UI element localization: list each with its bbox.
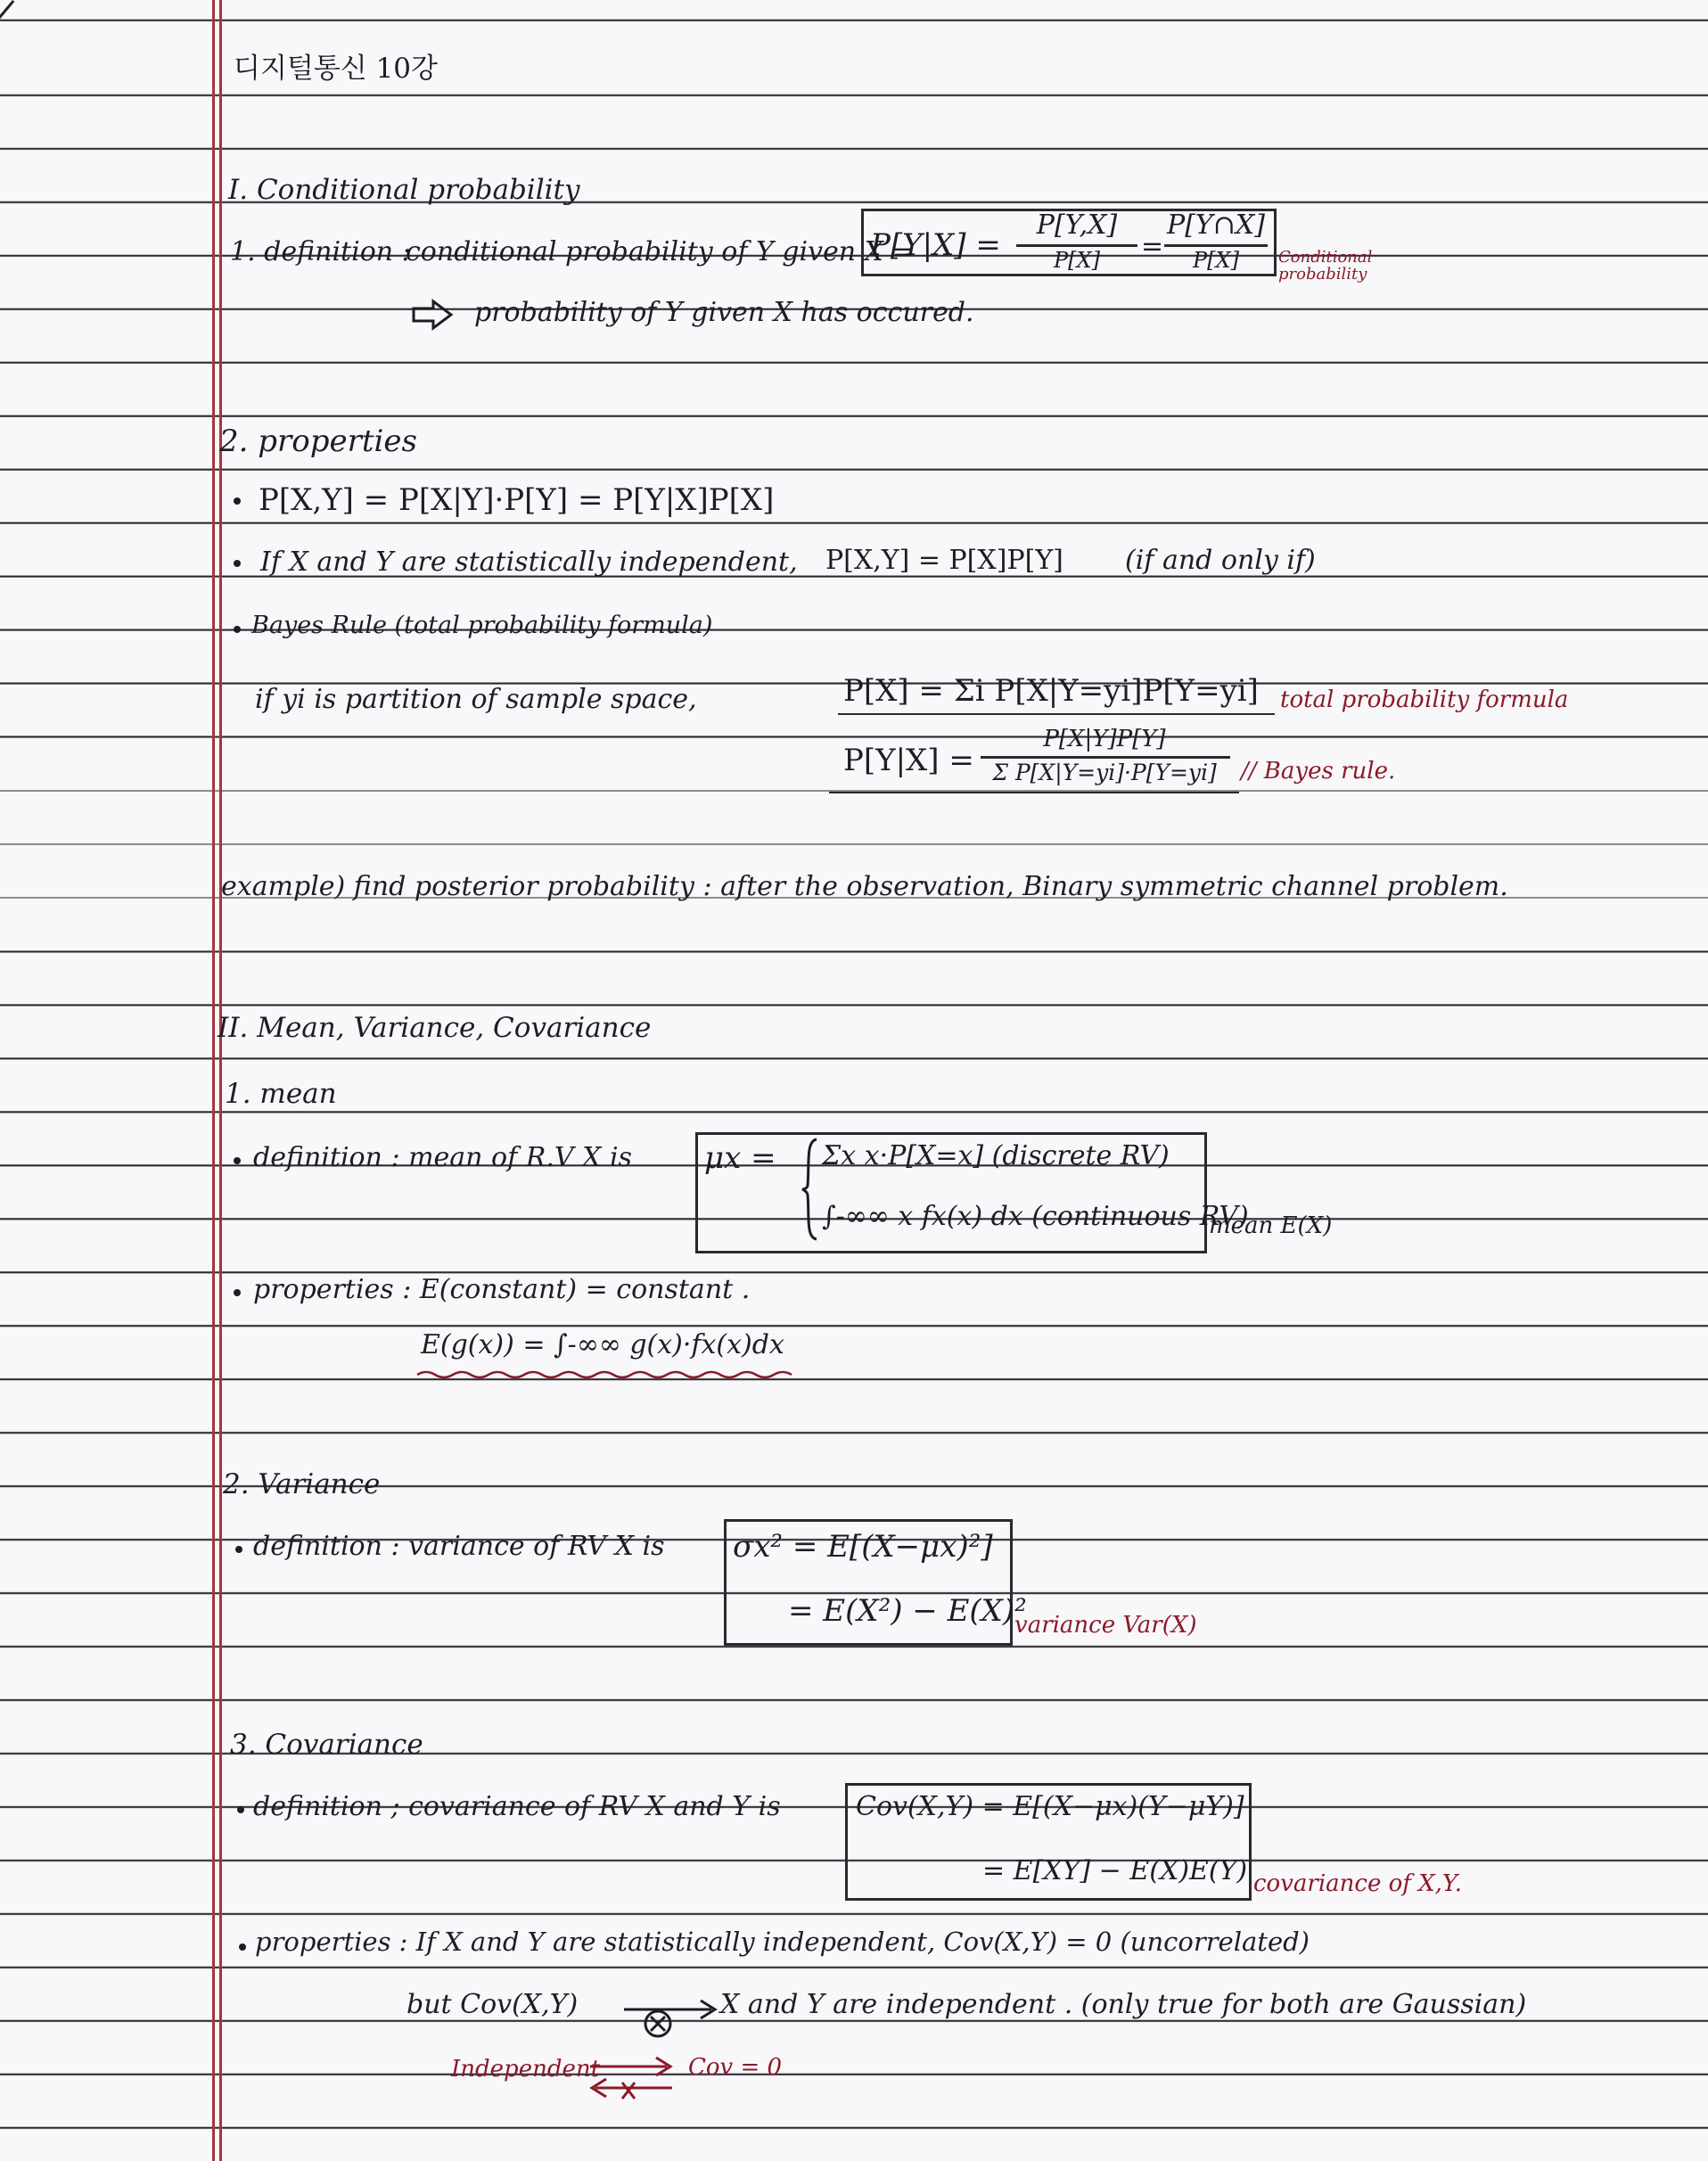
mean-label: 1. mean <box>225 1078 337 1110</box>
variance-note: variance Var(X) <box>1014 1612 1197 1639</box>
brace-icon <box>801 1138 818 1241</box>
bullet <box>234 1157 241 1164</box>
wavy-underline <box>417 1369 792 1380</box>
given-explanation: probability of Y given X has occured. <box>474 297 974 328</box>
total-probability-underline <box>838 713 1275 715</box>
variance-box-line2: = E(X²) − E(X)² <box>788 1593 1027 1629</box>
mean-expectation-function: E(g(x)) = ∫-∞∞ g(x)·fx(x)dx <box>421 1329 784 1360</box>
variance-label: 2. Variance <box>223 1468 381 1500</box>
mean-box-lhs: μx = <box>704 1140 776 1176</box>
definition-label: 1. definition : <box>230 236 411 267</box>
independent-label: Independent <box>451 2056 601 2083</box>
bullet <box>237 1806 244 1813</box>
total-probability-formula: P[X] = Σi P[X|Y=yi]P[Y=yi] <box>843 673 1259 709</box>
covariance-note: covariance of X,Y. <box>1253 1870 1462 1897</box>
property-independence-text: If X and Y are statistically independent, <box>260 546 798 578</box>
bayes-numerator: P[X|Y]P[Y] <box>1043 726 1166 752</box>
covariance-but-conclusion: X and Y are independent . (only true for both are Gaussian) <box>720 1989 1527 2020</box>
frac2-numerator: P[Y∩X] <box>1167 210 1265 241</box>
covariance-but: but Cov(X,Y) <box>406 1989 579 2020</box>
covariance-box-line1: Cov(X,Y) = E[(X−μx)(Y−μY)] <box>856 1791 1244 1822</box>
mean-continuous: ∫-∞∞ x fx(x) dx (continuous RV) <box>822 1201 1249 1232</box>
definition-text: conditional probability of Y given X = <box>406 236 915 267</box>
bayes-rule-label: Bayes Rule (total probability formula) <box>251 612 713 639</box>
frac2-bar <box>1164 244 1268 247</box>
margin-line-left <box>212 0 215 2161</box>
bayes-underline <box>829 792 1239 793</box>
bayes-denominator: Σ P[X|Y=yi]·P[Y=yi] <box>992 760 1217 785</box>
variance-definition: definition : variance of RV X is <box>253 1531 665 1562</box>
covariance-definition: definition ; covariance of RV X and Y is <box>253 1791 781 1822</box>
cov-zero-label: Cov = 0 <box>688 2054 783 2081</box>
frac2-denominator: P[X] <box>1193 248 1239 273</box>
bullet <box>234 560 241 567</box>
section-2-heading: II. Mean, Variance, Covariance <box>218 1012 652 1044</box>
properties-label: 2. properties <box>219 423 417 459</box>
covariance-properties: properties : If X and Y are statistically independent, Cov(X,Y) = 0 (uncorrelated) <box>255 1927 1310 1957</box>
example-text: example) find posterior probability : after the observation, Binary symmetric channel problem. <box>221 871 1508 902</box>
bayes-lhs: P[Y|X] = <box>843 743 974 778</box>
crossed-arrow-icon <box>622 1997 720 2042</box>
page-corner-mark <box>0 0 14 70</box>
frac1-denominator: P[X] <box>1054 248 1100 273</box>
note-title: 디지털통신 10강 <box>234 53 438 85</box>
property-independence-note: (if and only if) <box>1125 545 1316 576</box>
total-probability-note: total probability formula <box>1280 686 1569 713</box>
bullet <box>234 626 241 633</box>
mean-properties: properties : E(constant) = constant . <box>253 1274 751 1305</box>
bullet <box>235 1546 242 1553</box>
bullet <box>234 1289 241 1296</box>
section-1-heading: I. Conditional probability <box>228 174 580 206</box>
covariance-box-line2: = E[XY] − E(X)E(Y) <box>982 1855 1248 1886</box>
frac1-numerator: P[Y,X] <box>1036 210 1118 241</box>
mean-discrete: Σx x·P[X=x] (discrete RV) <box>822 1140 1170 1171</box>
mean-definition: definition : mean of R.V X is <box>253 1142 632 1173</box>
covariance-label: 3. Covariance <box>230 1729 423 1761</box>
implies-arrow-icon <box>412 300 453 330</box>
bayes-fraction-bar <box>981 756 1230 759</box>
bullet <box>234 497 241 505</box>
bayes-note: // Bayes rule. <box>1241 758 1396 785</box>
property-product-rule: P[X,Y] = P[X|Y]·P[Y] = P[Y|X]P[X] <box>259 482 775 518</box>
variance-box-line1: σx² = E[(X−μx)²] <box>733 1529 993 1565</box>
property-independence-formula: P[X,Y] = P[X]P[Y] <box>825 545 1063 576</box>
frac1-bar <box>1016 244 1137 247</box>
margin-line-right <box>219 0 222 2161</box>
bullet <box>239 1943 246 1951</box>
conditional-probability-note: Conditional probability <box>1278 248 1373 283</box>
mean-note: mean E(X) <box>1209 1212 1333 1239</box>
conditional-formula: P[Y|X] = <box>870 227 1001 263</box>
frac-equals: = <box>1141 231 1164 262</box>
partition-text: if yi is partition of sample space, <box>255 684 697 715</box>
implication-arrows-icon <box>587 2052 676 2104</box>
